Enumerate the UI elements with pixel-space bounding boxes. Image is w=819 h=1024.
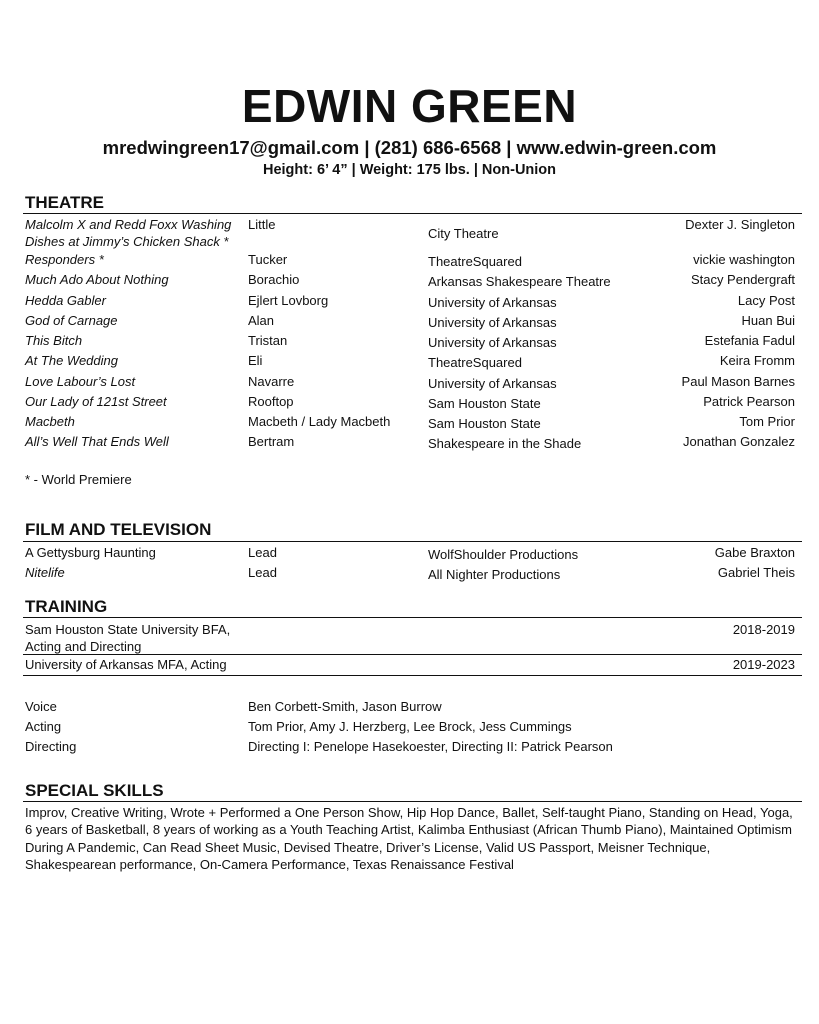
credit-venue: Arkansas Shakespeare Theatre — [428, 274, 611, 289]
film-rule — [23, 541, 802, 542]
credit-role: Borachio — [248, 272, 300, 287]
actor-name: EDWIN GREEN — [241, 80, 578, 132]
credit-venue: University of Arkansas — [428, 295, 557, 310]
credit-director: Paul Mason Barnes — [681, 374, 795, 389]
credit-title: Macbeth — [25, 414, 75, 429]
credit-title: A Gettysburg Haunting — [25, 545, 156, 560]
credit-title: At The Wedding — [25, 353, 118, 368]
film-heading: FILM AND TELEVISION — [25, 520, 212, 539]
credit-venue: University of Arkansas — [428, 376, 557, 391]
theatre-heading: THEATRE — [25, 193, 105, 212]
skills-text: Improv, Creative Writing, Wrote + Performed a One Person Show, Hip Hop Dance, Ballet, Self-taught Piano, Standing on Head, Yoga, 6 years of Basketball, 8 years of working as a Youth Teaching Artist, Kalimba Enthusiast (African Thumb Piano), Maintained Optimism During A Pandemic, Can Read Sheet Music, Devised Theatre, Driver’s License, Valid US Passport, Meisner Technique, Shakespearean performance, On-Camera Performance, Texas Renaissance Festival — [25, 805, 793, 872]
credit-director: Lacy Post — [737, 293, 795, 308]
credit-venue: City Theatre — [428, 226, 499, 241]
credit-title: This Bitch — [25, 333, 83, 348]
stats-line: Height: 6’ 4” | Weight: 175 lbs. | Non-Union — [262, 162, 557, 178]
credit-director: Gabriel Theis — [717, 565, 795, 580]
credit-title: Our Lady of 121st Street — [25, 394, 167, 409]
credit-director: Estefania Fadul — [704, 333, 795, 348]
theatre-rule — [23, 213, 802, 214]
credit-venue: Sam Houston State — [428, 416, 541, 431]
credit-role: Rooftop — [248, 394, 294, 409]
school-name: Sam Houston State University BFA, Acting and Directing — [25, 622, 231, 654]
credit-title: Responders * — [25, 252, 104, 267]
school-name: University of Arkansas MFA, Acting — [25, 657, 227, 672]
training-divider — [23, 654, 802, 655]
skills-heading: SPECIAL SKILLS — [25, 781, 164, 800]
contact-line: mredwingreen17@gmail.com | (281) 686-6568 | www.edwin-green.com — [102, 137, 717, 158]
credit-venue: University of Arkansas — [428, 335, 557, 350]
credit-director: Jonathan Gonzalez — [682, 434, 795, 449]
training-rule — [23, 617, 802, 618]
credit-role: Tristan — [248, 333, 288, 348]
credit-director: Patrick Pearson — [703, 394, 795, 409]
credit-director: Stacy Pendergraft — [690, 272, 795, 287]
credit-role: Macbeth / Lady Macbeth — [248, 414, 391, 429]
credit-director: vickie washington — [693, 252, 795, 267]
school-years: 2018-2019 — [732, 622, 795, 637]
credit-role: Ejlert Lovborg — [248, 293, 329, 308]
credit-role: Little — [248, 217, 276, 232]
credit-title: Much Ado About Nothing — [25, 272, 169, 287]
credit-venue: Shakespeare in the Shade — [428, 436, 582, 451]
credit-role: Lead — [248, 565, 277, 580]
credit-title: God of Carnage — [25, 313, 118, 328]
credit-role: Navarre — [248, 374, 295, 389]
training-area: Acting — [25, 719, 62, 734]
credit-director: Gabe Braxton — [714, 545, 795, 560]
training-teachers: Ben Corbett-Smith, Jason Burrow — [248, 699, 442, 714]
credit-venue: TheatreSquared — [428, 355, 522, 370]
credit-role: Lead — [248, 545, 277, 560]
school-years: 2019-2023 — [732, 657, 795, 672]
credit-director: Dexter J. Singleton — [685, 217, 795, 232]
training-teachers: Directing I: Penelope Hasekoester, Directing II: Patrick Pearson — [248, 739, 613, 754]
world-premiere-note: * - World Premiere — [25, 472, 132, 487]
credit-role: Alan — [248, 313, 275, 328]
skills-rule — [23, 801, 802, 802]
credit-role: Eli — [248, 353, 263, 368]
training-area: Voice — [25, 699, 57, 714]
credit-role: Tucker — [248, 252, 288, 267]
credit-director: Huan Bui — [741, 313, 795, 328]
training-area: Directing — [25, 739, 77, 754]
credit-venue: All Nighter Productions — [428, 567, 561, 582]
credit-title: Love Labour’s Lost — [25, 374, 136, 389]
credit-title: All’s Well That Ends Well — [25, 434, 169, 449]
credit-director: Keira Fromm — [719, 353, 795, 368]
credit-venue: WolfShoulder Productions — [428, 547, 579, 562]
training-heading: TRAINING — [25, 597, 108, 616]
credit-title: Nitelife — [25, 565, 65, 580]
training-bottom-rule — [23, 675, 802, 676]
credit-title: Malcolm X and Redd Foxx Washing Dishes at Jimmy’s Chicken Shack * — [25, 217, 232, 249]
credit-venue: University of Arkansas — [428, 315, 557, 330]
credit-venue: TheatreSquared — [428, 254, 522, 269]
credit-title: Hedda Gabler — [25, 293, 106, 308]
credit-director: Tom Prior — [739, 414, 795, 429]
credit-role: Bertram — [248, 434, 295, 449]
training-teachers: Tom Prior, Amy J. Herzberg, Lee Brock, Jess Cummings — [248, 719, 572, 734]
credit-venue: Sam Houston State — [428, 396, 541, 411]
